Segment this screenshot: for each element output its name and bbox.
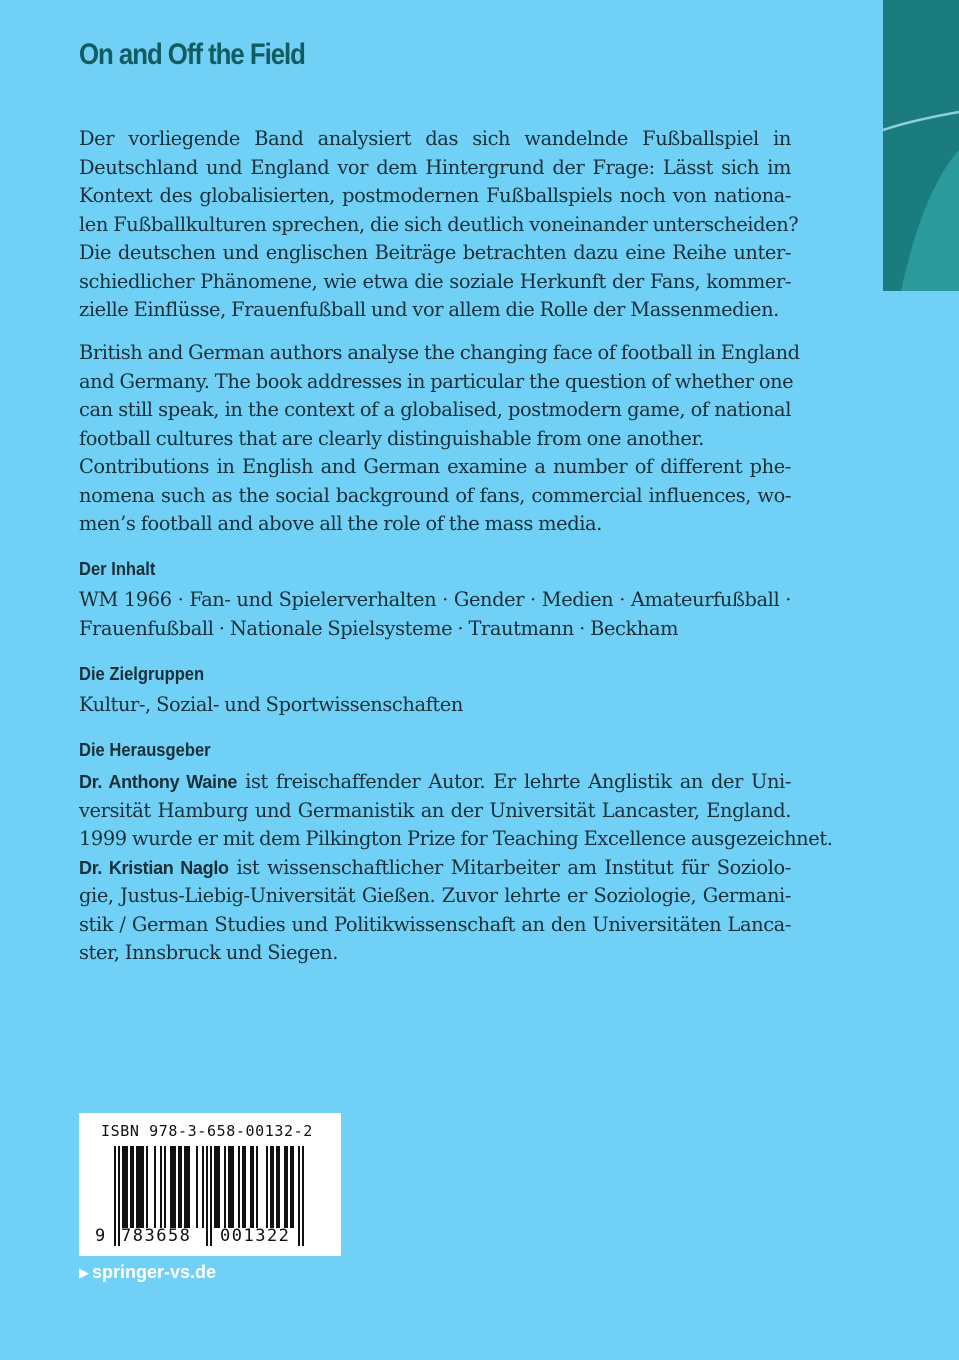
editor2-text: ist wissenschaftlicher Mitarbeiter am Institut für Soziolo- bbox=[228, 855, 791, 879]
german-blurb bbox=[79, 125, 799, 325]
german-blurb-line: schiedlicher Phänomene, wie etwa die soziale Herkunft der Fans, kommer- bbox=[79, 269, 791, 293]
audience-text bbox=[79, 691, 791, 720]
english-blurb-line: men’s football and above all the role of the mass media. bbox=[79, 512, 602, 535]
editor1-line: versität Hamburg und Germanistik an der Universität Lancaster, England. bbox=[79, 798, 791, 822]
publisher-link[interactable] bbox=[79, 1262, 216, 1283]
barcode-digit-first: 9 bbox=[95, 1226, 107, 1246]
publisher-url: springer-vs.de bbox=[92, 1262, 217, 1282]
contents-line: Frauenfußball · Nationale Spielsysteme · Trautmann · Beckham bbox=[79, 616, 679, 640]
editors-bio bbox=[79, 768, 833, 968]
isbn-label: ISBN 978-3-658-00132-2 bbox=[101, 1122, 313, 1140]
audience-line: Kultur-, Sozial- und Sportwissenschaften bbox=[79, 693, 463, 716]
english-blurb-line: can still speak, in the context of a globalised, postmodern game, of national bbox=[79, 398, 791, 421]
barcode-bars bbox=[79, 1113, 341, 1256]
corner-accent-graphic bbox=[883, 0, 959, 291]
book-title: On and Off the Field bbox=[79, 38, 305, 71]
triangle-right-icon: ▶ bbox=[79, 1265, 89, 1280]
isbn-barcode bbox=[79, 1113, 341, 1256]
german-blurb-line: Kontext des globalisierten, postmodernen Fußballspiels noch von nationa- bbox=[79, 184, 791, 207]
english-blurb-line: nomena such as the social background of fans, commercial influences, wo- bbox=[79, 483, 791, 507]
english-blurb-line: football cultures that are clearly distinguishable from one another. bbox=[79, 426, 704, 450]
contents-line: WM 1966 · Fan- und Spielerverhalten · Gender · Medien · Amateurfußball · bbox=[79, 588, 791, 611]
german-blurb-line: Die deutschen und englischen Beiträge betrachten dazu eine Reihe unter- bbox=[79, 241, 791, 264]
contents-heading: Der Inhalt bbox=[79, 559, 156, 579]
contents-list bbox=[79, 586, 791, 643]
english-blurb-line: Contributions in English and German examine a number of different phe- bbox=[79, 455, 791, 478]
german-blurb-line: zielle Einflüsse, Frauenfußball und vor allem die Rolle der Massenmedien. bbox=[79, 298, 779, 321]
editor1-first-line bbox=[79, 768, 791, 797]
audience-heading: Die Zielgruppen bbox=[79, 664, 205, 684]
german-blurb-line: Der vorliegende Band analysiert das sich wandelnde Fußballspiel in bbox=[79, 127, 791, 150]
editor2-line: gie, Justus-Liebig-Universität Gießen. Zuvor lehrte er Soziologie, Germani- bbox=[79, 884, 791, 907]
editor2-first-line bbox=[79, 854, 791, 883]
editor1-line: 1999 wurde er mit dem Pilkington Prize for Teaching Excellence ausgezeichnet. bbox=[79, 827, 833, 850]
english-blurb bbox=[79, 339, 800, 539]
english-blurb-line: British and German authors analyse the changing face of football in England bbox=[79, 341, 800, 364]
german-blurb-line: Deutschland und England vor dem Hintergrund der Frage: Lässt sich im bbox=[79, 155, 791, 179]
editor2-name: Dr. Kristian Naglo bbox=[79, 857, 229, 878]
editor1-name: Dr. Anthony Waine bbox=[79, 772, 238, 792]
editor2-line: ster, Innsbruck und Siegen. bbox=[79, 941, 338, 964]
barcode-digits-left: 783658 bbox=[121, 1226, 192, 1246]
german-blurb-line: len Fußballkulturen sprechen, die sich deutlich voneinander unterscheiden? bbox=[79, 212, 799, 236]
barcode-digits-right: 001322 bbox=[220, 1226, 291, 1246]
editor2-line: stik / German Studies und Politikwissenschaft an den Universitäten Lanca- bbox=[79, 912, 791, 936]
english-blurb-line: and Germany. The book addresses in particular the question of whether one bbox=[79, 369, 794, 393]
editor1-text: ist freischaffender Autor. Er lehrte Anglistik an der Uni- bbox=[237, 770, 791, 793]
editors-heading: Die Herausgeber bbox=[79, 740, 211, 760]
